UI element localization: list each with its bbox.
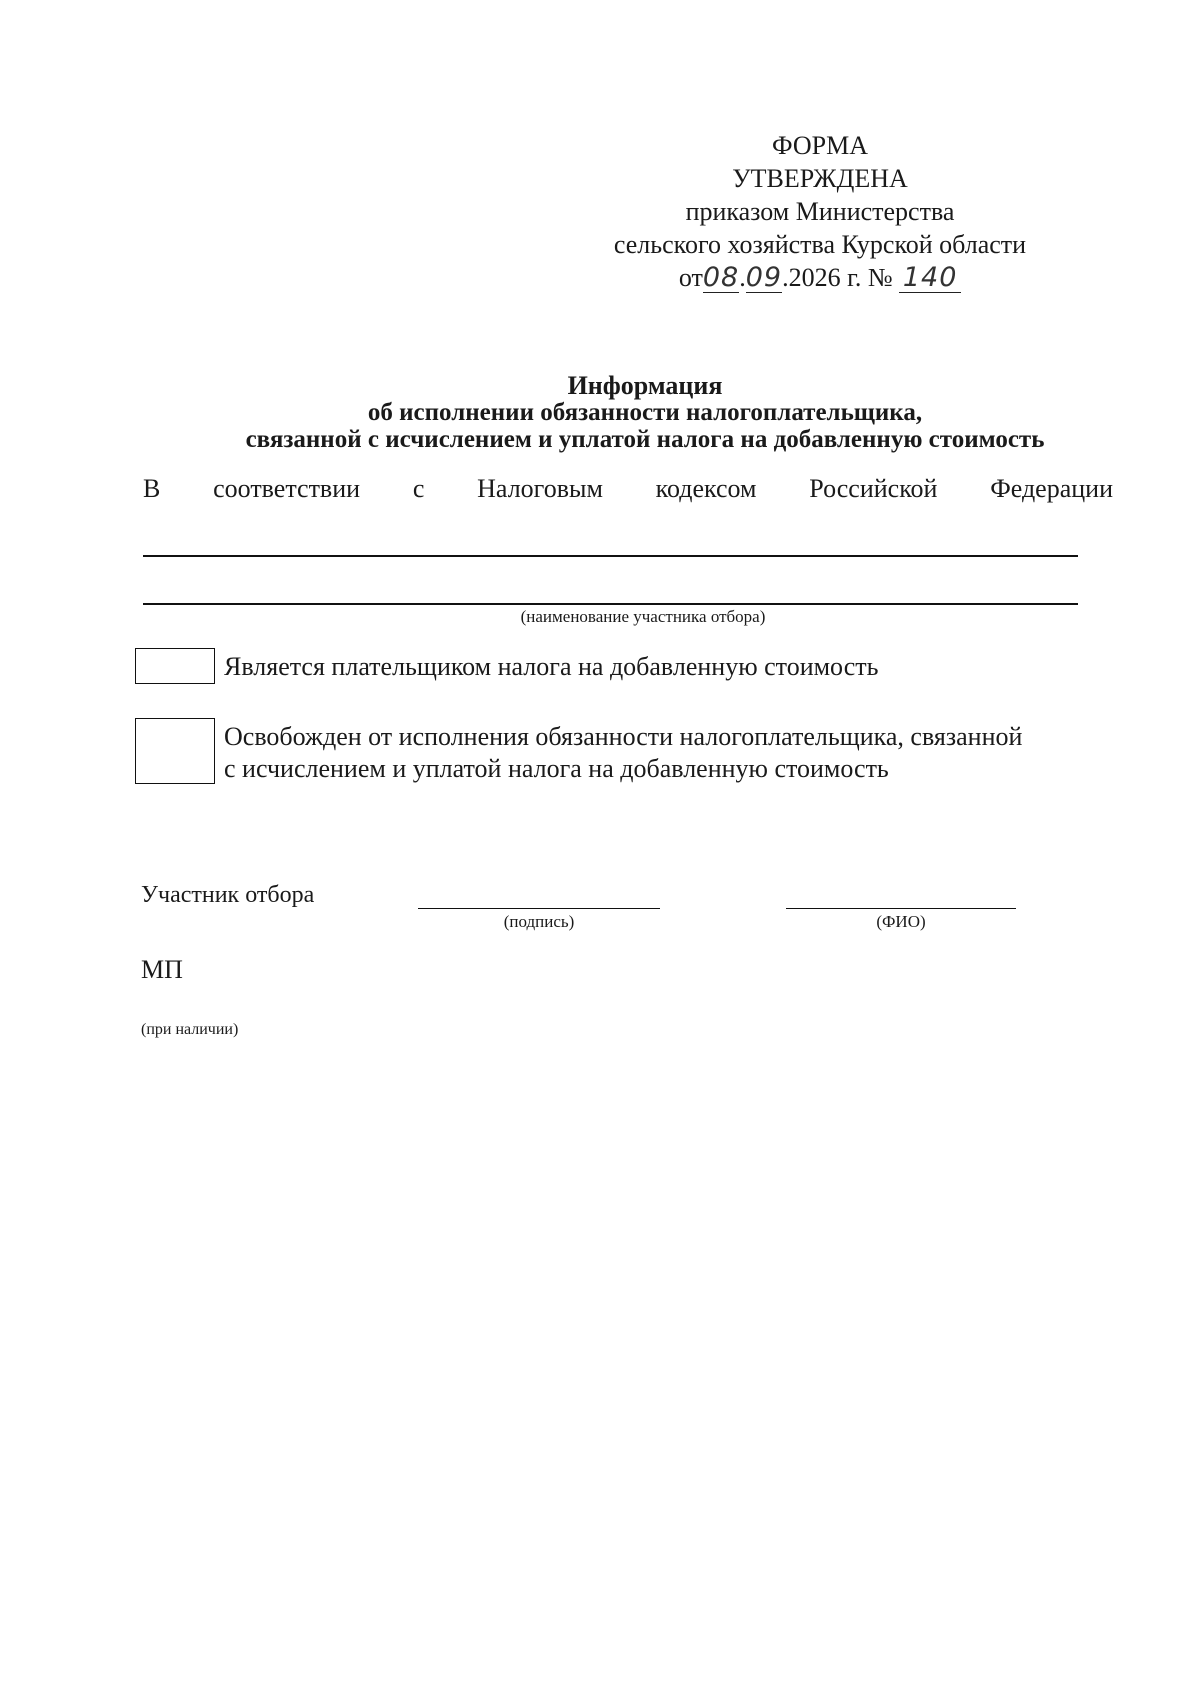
full-name-field-line[interactable] xyxy=(786,908,1016,909)
signature-field-line[interactable] xyxy=(418,908,660,909)
vat-exempt-checkbox[interactable] xyxy=(135,718,215,784)
vat-payer-label: Является плательщиком налога на добавленную стоимость xyxy=(224,652,879,681)
approval-date-prefix: от xyxy=(678,263,703,292)
approval-year-number-label: .2026 г. № xyxy=(782,263,893,292)
intro-word: Федерации xyxy=(990,474,1113,503)
intro-word: В xyxy=(143,474,161,503)
title-line-1: Информация xyxy=(567,371,723,400)
intro-word: кодексом xyxy=(655,474,757,503)
participant-name-field-line-1[interactable] xyxy=(143,555,1078,557)
vat-payer-checkbox[interactable] xyxy=(135,648,215,684)
participant-name-caption: (наименование участника отбора) xyxy=(520,607,766,626)
stamp-label: МП xyxy=(141,955,183,984)
approval-form-label: ФОРМА xyxy=(772,131,868,160)
participant-label: Участник отбора xyxy=(141,882,315,908)
title-line-2: об исполнении обязанности налогоплательщика, xyxy=(367,399,923,426)
signature-caption: (подпись) xyxy=(503,912,575,931)
intro-line xyxy=(143,473,1113,505)
vat-exempt-label-line-2: с исчислением и уплатой налога на добавленную стоимость xyxy=(224,754,889,783)
approval-day-handwritten: 08 xyxy=(702,262,740,293)
intro-word: с xyxy=(412,474,425,503)
title-line-3: связанной с исчислением и уплатой налога на добавленную стоимость xyxy=(245,426,1045,453)
approval-date-line: от08.09.2026 г. № 140 xyxy=(560,262,1080,294)
approval-approved-label: УТВЕРЖДЕНА xyxy=(732,164,908,193)
vat-exempt-label-line-1: Освобожден от исполнения обязанности налогоплательщика, связанной xyxy=(224,722,1023,751)
approval-order-number-handwritten: 140 xyxy=(899,264,961,293)
stamp-note: (при наличии) xyxy=(141,1021,239,1038)
intro-word: соответствии xyxy=(213,474,361,503)
approval-ministry-label: сельского хозяйства Курской области xyxy=(613,230,1027,259)
intro-word: Налоговым xyxy=(477,474,603,503)
approval-order-label: приказом Министерства xyxy=(685,197,955,226)
participant-name-field-line-2[interactable] xyxy=(143,603,1078,605)
approval-month-handwritten: 09 xyxy=(745,262,783,293)
full-name-caption: (ФИО) xyxy=(876,912,926,931)
intro-word: Российской xyxy=(809,474,938,503)
